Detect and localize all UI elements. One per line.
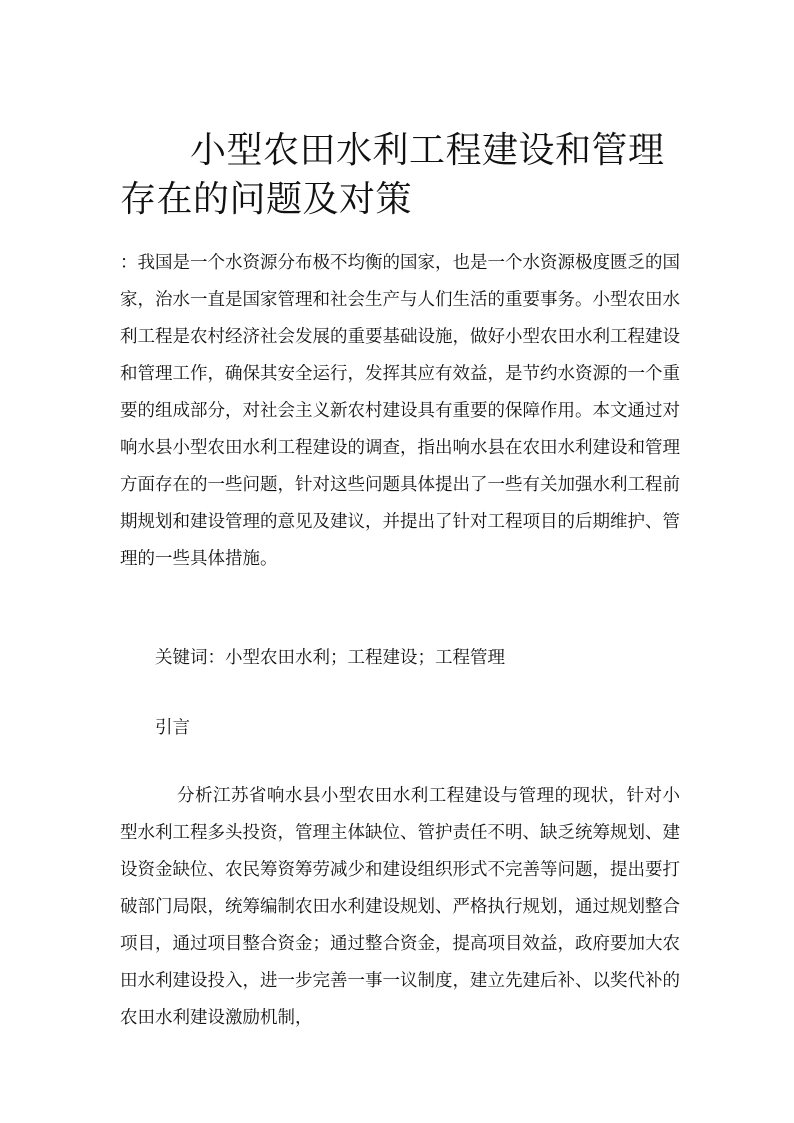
abstract-paragraph: ：我国是一个水资源分布极不均衡的国家，也是一个水资源极度匮乏的国家，治水一直是国家管理和社会生产与人们生活的重要事务。小型农田水利工程是农村经济社会发展的重要基础设施，做好小型农田水利工程建设和管理工作，确保其安全运行，发挥其应有效益，是节约水资源的一个重要的组成部分，对社会主义新农村建设具有重要的保障作用。本文通过对响水县小型农田水利工程建设的调查，指出响水县在农田水利建设和管理方面存在的一些问题，针对这些问题具体提出了一些有关加强水利工程前期规划和建设管理的意见及建议，并提出了针对工程项目的后期维护、管理的一些具体措施。 xyxy=(120,253,680,569)
intro-paragraph: 分析江苏省响水县小型农田水利工程建设与管理的现状，针对小型水利工程多头投资，管理主体缺位、管护责任不明、缺乏统筹规划、建设资金缺位、农民筹资筹劳减少和建设组织形式不完善等问题，提出要打破部门局限，统筹编制农田水利建设规划、严格执行规划，通过规划整合项目，通过项目整合资金；通过整合资金，提高项目效益，政府要加大农田水利建设投入，进一步完善一事一议制度，建立先建后补、以奖代补的农田水利建设激励机制， xyxy=(120,786,680,1028)
keywords-line: 关键词：小型农田水利；工程建设；工程管理 xyxy=(155,648,505,668)
intro-heading: 引言 xyxy=(155,718,190,738)
document-title: 小型农田水利工程建设和管理存在的问题及对策 xyxy=(120,130,665,220)
